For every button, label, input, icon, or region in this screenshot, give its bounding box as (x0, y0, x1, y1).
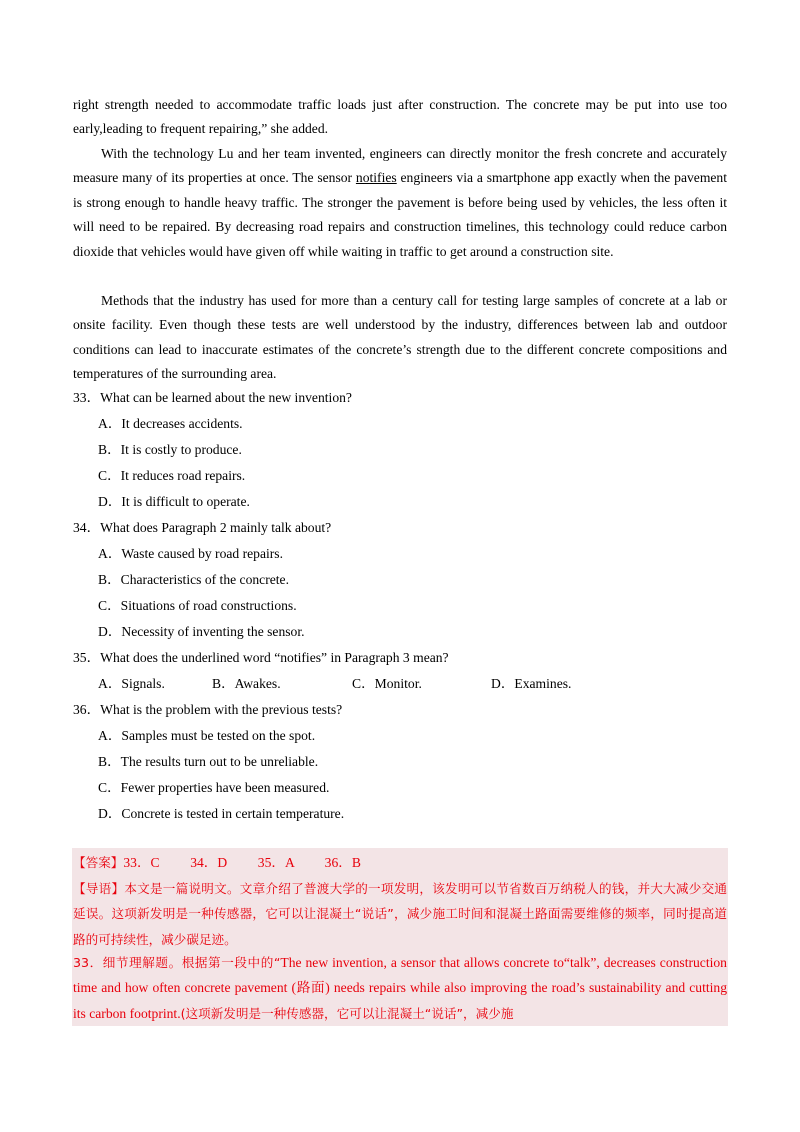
paragraph-3 (73, 289, 727, 387)
explanation-quote: The new invention, a sensor that allows concrete to“talk”, decreases construction time and how often concrete pavement (路面) needs repairs while also improving the road’s sustainability and cutting its carbon footprint. (73, 955, 727, 1021)
paragraph-1-end (73, 93, 727, 142)
paragraph-2 (73, 142, 727, 264)
paragraph-2-text-b: engineers via a smartphone app exactly when the pavement is strong enough to handle heavy traffic. The stronger the pavement is before being used by vehicles, the less often it will need to be repaired. By decreasing road repairs and construction timelines, this technology could reduce carbon dioxide that vehicles would have given off while waiting in traffic to get around a construction site. (73, 170, 727, 259)
guide-text: 本文是一篇说明文。文章介绍了普渡大学的一项发明，该发明可以节省数百万纳税人的钱，并大大减少交通延误。这项新发明是一种传感器，它可以让混凝土“说话”，减少施工时间和混凝土路面需要维修的频率，同时提高道路的可持续性，减少碳足迹。 (73, 881, 727, 947)
question-36-option-b: B．The results turn out to be unreliable. (98, 754, 319, 769)
question-34-option-d: D．Necessity of inventing the sensor. (98, 624, 305, 639)
question-36-option-c: C．Fewer properties have been measured. (98, 780, 330, 795)
guide-label: 【导语】 (73, 881, 125, 896)
question-35-option-d: D．Examines. (491, 676, 572, 691)
underlined-word-notifies: notifies (355, 170, 397, 186)
explanation-33 (73, 950, 727, 1026)
paragraph-1-text: right strength needed to accommodate traffic loads just after construction. The concrete may be put into use too early,leading to frequent repairing,” she added. (73, 97, 727, 137)
question-35-stem: 35．What does the underlined word “notifies” in Paragraph 3 mean? (73, 650, 449, 665)
question-33-option-c: C．It reduces road repairs. (98, 468, 246, 483)
question-36-option-d: D．Concrete is tested in certain temperature. (98, 806, 345, 821)
paragraph-3-text: Methods that the industry has used for more than a century call for testing large samples of concrete at a lab or onsite facility. Even though these tests are well understood by the industry, differences between lab and outdoor conditions can lead to inaccurate estimates of the concrete’s strength due to the different concrete compositions and temperatures of the surrounding area. (73, 293, 727, 382)
answer-line (73, 850, 727, 875)
question-33-option-d: D．It is difficult to operate. (98, 494, 250, 509)
question-34-option-c: C．Situations of road constructions. (98, 598, 297, 613)
question-34-stem: 34．What does Paragraph 2 mainly talk about? (73, 520, 332, 535)
answer-key: 33．C 34．D 35．A 36．B (123, 855, 361, 870)
question-35-option-a: A．Signals. (98, 676, 165, 691)
explanation-translation: (这项新发明是一种传感器，它可以让混凝土“说话”，减少施 (180, 1005, 514, 1021)
question-34-option-b: B．Characteristics of the concrete. (98, 572, 289, 587)
paragraph-2-text-a: With the technology Lu and her team invented, engineers can directly monitor the fresh concrete and accurately measure many of its properties at once. The sensor (73, 146, 727, 186)
question-36-option-a: A．Samples must be tested on the spot. (98, 728, 316, 743)
question-36-stem: 36．What is the problem with the previous tests? (73, 702, 343, 717)
question-35-option-c: C．Monitor. (352, 676, 422, 691)
question-33-option-b: B．It is costly to produce. (98, 442, 242, 457)
answer-label: 【答案】 (73, 855, 124, 870)
question-33-stem: 33．What can be learned about the new invention? (73, 390, 352, 405)
question-35-option-b: B．Awakes. (212, 676, 281, 691)
explanation-intro: 33．细节理解题。根据第一段中的“ (73, 955, 281, 970)
question-34-option-a: A．Waste caused by road repairs. (98, 546, 283, 561)
question-33-option-a: A．It decreases accidents. (98, 416, 243, 431)
guide-paragraph (73, 876, 727, 952)
